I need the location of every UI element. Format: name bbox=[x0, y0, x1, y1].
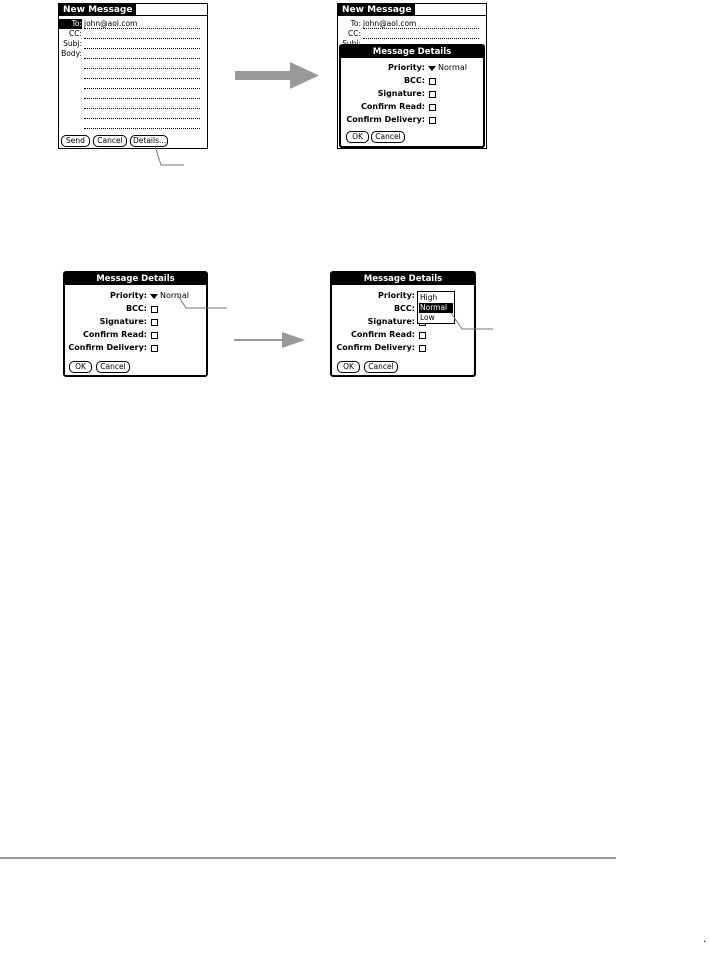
page-number-fragment: . bbox=[703, 934, 707, 945]
dropdown-triangle-icon[interactable] bbox=[150, 294, 158, 299]
dialog-title: Message Details bbox=[332, 273, 474, 285]
ok-button[interactable]: OK bbox=[346, 131, 369, 143]
priority-option-normal[interactable]: Normal bbox=[419, 303, 453, 313]
signature-label: Signature: bbox=[99, 317, 147, 326]
to-label[interactable]: To: bbox=[71, 19, 82, 28]
new-message-screen-1 bbox=[58, 3, 208, 149]
title-rule bbox=[59, 15, 207, 16]
to-value: john@aol.com bbox=[363, 19, 417, 28]
cc-field-line bbox=[363, 38, 479, 39]
body-line bbox=[84, 108, 200, 109]
footer-rule bbox=[0, 857, 616, 859]
callout-line-priority bbox=[175, 292, 230, 312]
priority-label: Priority: bbox=[388, 63, 425, 72]
confirm-delivery-label: Confirm Delivery: bbox=[346, 115, 425, 124]
to-label: To: bbox=[350, 19, 361, 28]
bcc-checkbox[interactable] bbox=[429, 78, 436, 85]
dropdown-triangle-icon[interactable] bbox=[428, 66, 436, 71]
subj-field-line[interactable] bbox=[84, 48, 200, 49]
bcc-checkbox[interactable] bbox=[151, 306, 158, 313]
priority-option-high[interactable]: High bbox=[420, 293, 438, 302]
title-rule bbox=[338, 15, 486, 16]
dialog-title: Message Details bbox=[65, 273, 206, 285]
send-button[interactable]: Send bbox=[61, 135, 90, 147]
ok-button[interactable]: OK bbox=[69, 361, 92, 373]
message-details-dialog-3 bbox=[63, 271, 208, 377]
confirm-read-label: Confirm Read: bbox=[351, 330, 415, 339]
priority-value[interactable]: Normal bbox=[160, 291, 189, 300]
screen-title: New Message bbox=[338, 4, 415, 16]
body-line bbox=[84, 58, 200, 59]
priority-value[interactable]: Normal bbox=[438, 63, 467, 72]
message-details-dialog bbox=[339, 44, 485, 148]
ok-button[interactable]: OK bbox=[337, 361, 360, 373]
body-line bbox=[84, 98, 200, 99]
callout-line-details bbox=[150, 145, 190, 170]
cc-field-line[interactable] bbox=[84, 38, 200, 39]
arrow-right-icon bbox=[235, 62, 320, 90]
body-line bbox=[84, 128, 200, 129]
confirm-read-checkbox[interactable] bbox=[419, 332, 426, 339]
to-value[interactable]: john@aol.com bbox=[84, 19, 138, 28]
body-line bbox=[84, 78, 200, 79]
details-button[interactable]: Details... bbox=[130, 135, 168, 147]
confirm-delivery-label: Confirm Delivery: bbox=[68, 343, 147, 352]
cancel-button[interactable]: Cancel bbox=[364, 361, 398, 373]
cancel-button[interactable]: Cancel bbox=[96, 361, 130, 373]
to-field-line bbox=[363, 28, 479, 29]
dialog-title: Message Details bbox=[341, 46, 483, 58]
confirm-read-label: Confirm Read: bbox=[83, 330, 147, 339]
confirm-read-checkbox[interactable] bbox=[429, 104, 436, 111]
to-field-line[interactable] bbox=[84, 28, 200, 29]
cc-label: CC: bbox=[347, 29, 361, 38]
screen-title: New Message bbox=[59, 4, 136, 16]
priority-label: Priority: bbox=[110, 291, 147, 300]
cancel-button[interactable]: Cancel bbox=[93, 135, 127, 147]
bcc-label: BCC: bbox=[393, 304, 415, 313]
arrow-right-icon bbox=[234, 331, 306, 351]
new-message-screen-2 bbox=[337, 3, 487, 149]
subj-label: Subj: bbox=[63, 39, 82, 48]
confirm-delivery-checkbox[interactable] bbox=[151, 345, 158, 352]
priority-label: Priority: bbox=[378, 291, 415, 300]
signature-label: Signature: bbox=[377, 89, 425, 98]
body-line bbox=[84, 118, 200, 119]
confirm-delivery-checkbox[interactable] bbox=[429, 117, 436, 124]
body-line bbox=[84, 88, 200, 89]
callout-line-popup bbox=[448, 310, 496, 334]
cancel-button[interactable]: Cancel bbox=[371, 131, 405, 143]
confirm-delivery-checkbox[interactable] bbox=[419, 345, 426, 352]
confirm-read-label: Confirm Read: bbox=[361, 102, 425, 111]
confirm-delivery-label: Confirm Delivery: bbox=[336, 343, 415, 352]
body-label: Body: bbox=[61, 49, 82, 58]
bcc-label: BCC: bbox=[403, 76, 425, 85]
confirm-read-checkbox[interactable] bbox=[151, 332, 158, 339]
bcc-label: BCC: bbox=[125, 304, 147, 313]
signature-checkbox[interactable] bbox=[429, 91, 436, 98]
cc-label: CC: bbox=[68, 29, 82, 38]
signature-checkbox[interactable] bbox=[151, 319, 158, 326]
signature-label: Signature: bbox=[367, 317, 415, 326]
priority-option-low[interactable]: Low bbox=[420, 313, 435, 322]
body-line bbox=[84, 68, 200, 69]
